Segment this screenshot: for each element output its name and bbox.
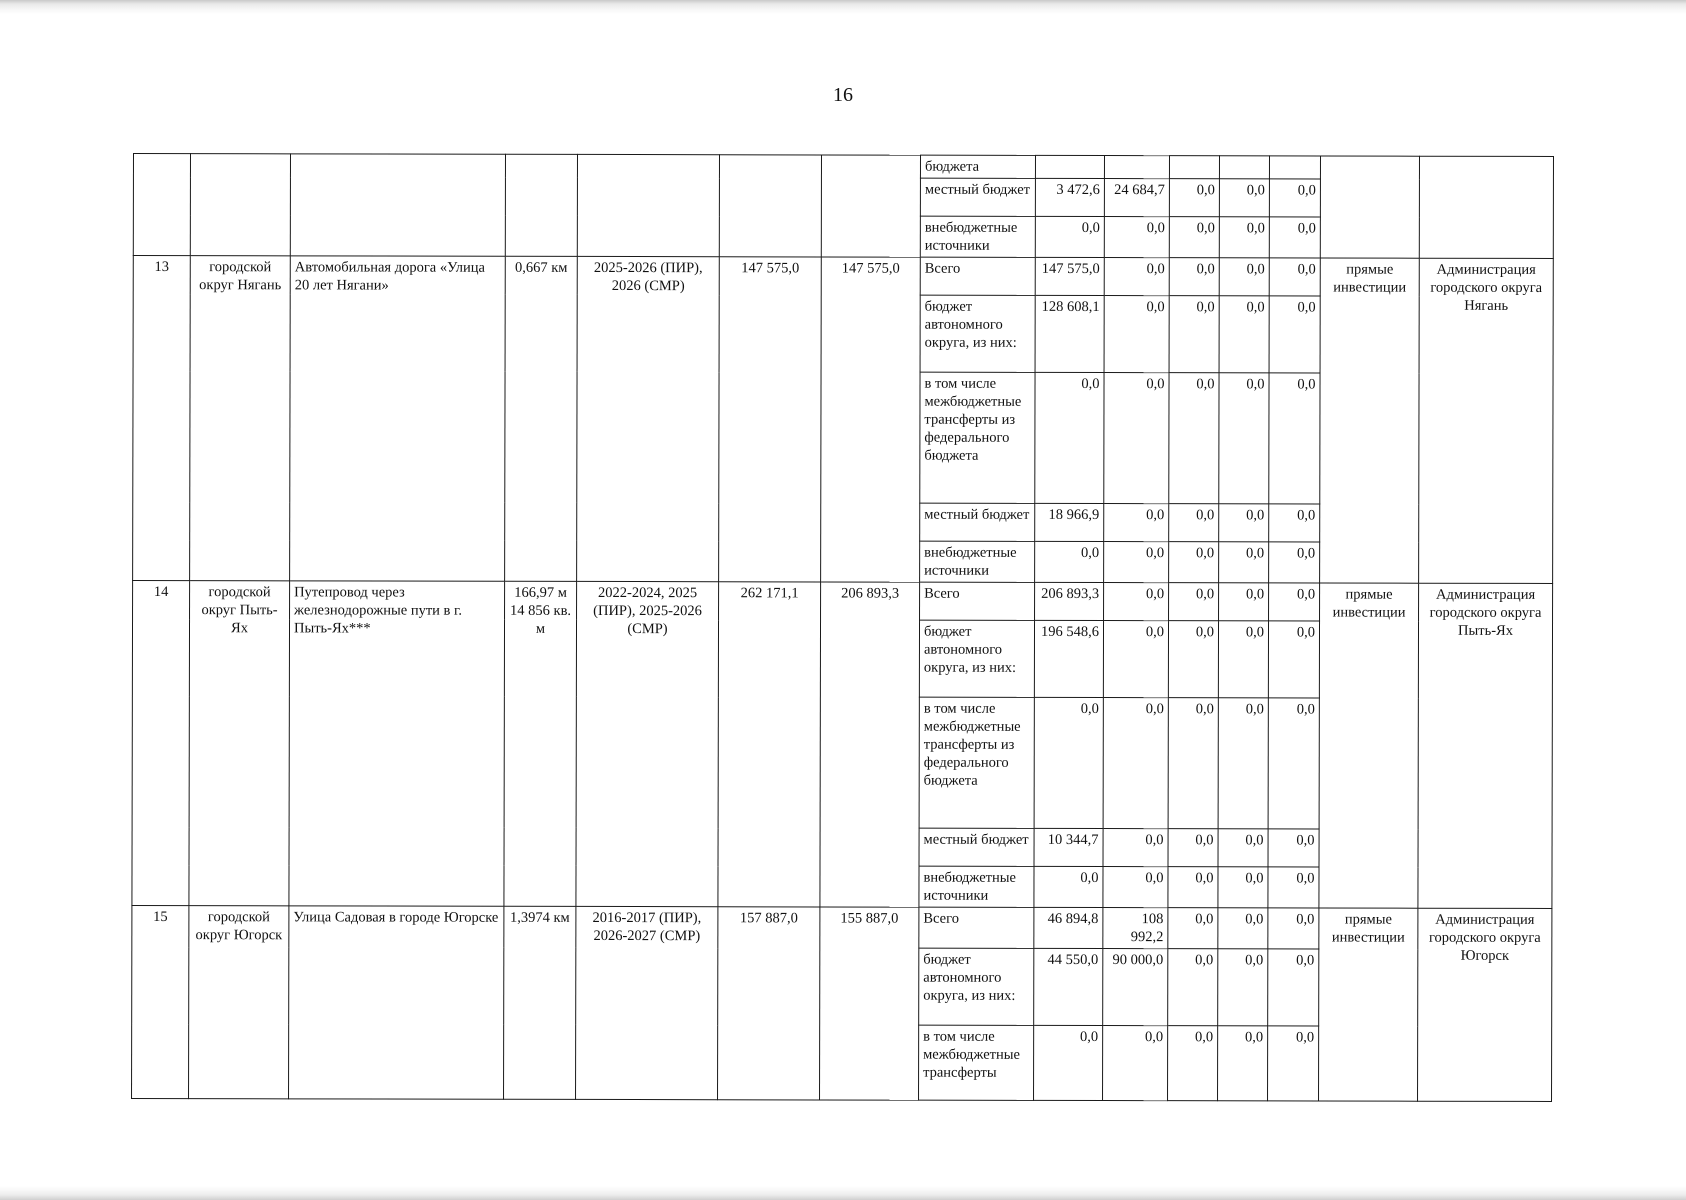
cell-value: 0,0 [1219,217,1269,258]
cell-value: 108 992,2 [1103,908,1168,949]
cell-value: 0,0 [1169,504,1219,542]
cell-value: 0,0 [1168,867,1218,908]
cell-object [290,154,505,256]
cell-value: 0,0 [1103,1026,1168,1101]
cell-value: 0,0 [1169,542,1219,583]
cell-source: в том числе межбюджетные трансферты из федерального бюджета [920,372,1035,503]
cell-period [577,154,719,256]
cell-value: 0,0 [1035,216,1104,257]
cell-value: 24 684,7 [1104,179,1169,217]
cell-value: 0,0 [1168,949,1218,1026]
cell-value [1035,155,1104,178]
cell-value: 0,0 [1268,621,1319,698]
cell-capacity: 0,667 км [505,256,578,581]
cell-value: 0,0 [1104,296,1169,373]
cell-source: бюджет автономного округа, из них: [920,295,1035,372]
cell-value: 0,0 [1169,583,1219,621]
cell-source: бюджет автономного округа, из них: [919,620,1034,697]
cell-territory: городской округ Пыть-Ях [189,581,290,906]
cell-value: 206 893,3 [1035,582,1104,620]
cell-source: в том числе межбюджетные трансферты [919,1025,1034,1100]
cell-value: 0,0 [1218,867,1268,908]
cell-form: прямые инвестиции [1320,258,1420,583]
cell-source: внебюджетные источники [920,541,1035,582]
cell-value: 0,0 [1168,908,1218,949]
cell-object: Путепровод через железнодорожные пути в г. Пыть-Ях*** [289,581,505,906]
cell-value: 0,0 [1269,258,1320,296]
cell-remaining [821,155,920,257]
cell-value: 0,0 [1168,829,1218,867]
cell-value: 90 000,0 [1103,949,1168,1026]
cell-value: 0,0 [1218,949,1268,1026]
cell-value: 196 548,6 [1034,620,1103,697]
cell-source: местный бюджет [919,828,1034,866]
cell-value: 0,0 [1103,867,1168,908]
cell-value: 0,0 [1219,296,1269,373]
cell-value: 0,0 [1169,217,1219,258]
cell-value: 0,0 [1218,908,1268,949]
table-row [133,581,1553,622]
cell-cost: 157 887,0 [718,907,820,1100]
cell-value: 0,0 [1269,373,1320,504]
cell-value: 0,0 [1169,373,1219,504]
cell-territory: городской округ Нягань [190,256,291,581]
cell-value: 0,0 [1169,258,1219,296]
cell-form [1320,156,1419,258]
cell-cost: 262 171,1 [718,582,821,907]
cell-capacity: 1,3974 км [504,906,576,1099]
budget-table [131,153,1554,1102]
cell-value: 3 472,6 [1035,178,1104,216]
cell-value [1269,156,1320,179]
cell-value: 0,0 [1035,541,1104,582]
cell-value: 0,0 [1218,1026,1268,1101]
cell-value: 0,0 [1168,621,1218,698]
cell-source: Всего [920,582,1035,620]
cell-period: 2025-2026 (ПИР), 2026 (СМР) [577,256,720,581]
cell-value: 0,0 [1034,697,1103,828]
cell-value: 0,0 [1268,867,1319,908]
cell-value: 0,0 [1168,1026,1218,1101]
cell-value: 0,0 [1269,542,1320,583]
cell-territory: городской округ Югорск [189,906,289,1099]
cell-value: 0,0 [1269,179,1320,217]
cell-source: бюджет автономного округа, из них: [919,948,1034,1025]
scan-edge-top [0,0,1686,14]
cell-cost: 147 575,0 [719,257,822,582]
cell-value: 0,0 [1104,504,1169,542]
cell-value: 0,0 [1168,698,1218,829]
cell-source: Всего [919,907,1034,948]
cell-value: 0,0 [1104,583,1169,621]
cell-value: 0,0 [1219,373,1269,504]
cell-source: местный бюджет [920,503,1035,541]
cell-value: 0,0 [1268,949,1319,1026]
cell-value: 0,0 [1268,829,1319,867]
cell-value: 0,0 [1268,1026,1319,1101]
table-row [133,256,1553,297]
cell-source: внебюджетные источники [920,216,1035,257]
cell-num: 14 [132,581,190,906]
cell-source: бюджета [920,155,1035,178]
cell-value: 0,0 [1269,583,1320,621]
cell-value [1104,156,1169,179]
cell-value: 0,0 [1269,504,1320,542]
cell-source: внебюджетные источники [919,866,1034,907]
cell-value: 10 344,7 [1034,828,1103,866]
cell-num [133,154,190,256]
cell-capacity [505,154,577,256]
cell-value: 0,0 [1219,504,1269,542]
cell-value: 0,0 [1218,829,1268,867]
cell-form: прямые инвестиции [1319,583,1419,908]
cell-customer: Администрация городского округа Пыть-Ях [1418,583,1553,908]
cell-value: 147 575,0 [1035,257,1104,295]
cell-value: 0,0 [1103,698,1168,829]
cell-value: 0,0 [1219,542,1269,583]
cell-period: 2016-2017 (ПИР), 2026-2027 (СМР) [576,906,718,1099]
cell-value: 0,0 [1219,179,1269,217]
cell-value: 0,0 [1169,179,1219,217]
cell-source: местный бюджет [920,178,1035,216]
cell-num: 13 [133,256,191,581]
cell-value: 0,0 [1218,698,1268,829]
cell-num: 15 [132,905,189,1098]
cell-value: 0,0 [1104,258,1169,296]
table-row [132,905,1552,949]
cell-value: 46 894,8 [1034,907,1103,948]
cell-value: 0,0 [1104,217,1169,258]
cell-value: 0,0 [1218,621,1268,698]
cell-remaining: 206 893,3 [820,582,920,907]
cell-period: 2022-2024, 2025 (ПИР), 2025-2026 (СМР) [576,581,719,906]
cell-cost [719,155,821,257]
cell-value: 0,0 [1268,698,1319,829]
cell-value [1169,156,1219,179]
table-row [133,154,1553,180]
cell-capacity: 166,97 м 14 856 кв. м [504,581,577,906]
cell-value: 0,0 [1104,542,1169,583]
scan-edge-bottom [0,1186,1686,1200]
cell-value: 0,0 [1269,217,1320,258]
cell-value: 0,0 [1103,621,1168,698]
cell-value: 0,0 [1034,866,1103,907]
cell-value [1219,156,1269,179]
cell-object: Улица Садовая в городе Югорске [289,906,504,1099]
cell-remaining: 155 887,0 [820,907,919,1100]
cell-territory [190,154,290,256]
cell-value: 44 550,0 [1034,948,1103,1025]
cell-value: 0,0 [1103,829,1168,867]
cell-source: Всего [920,257,1035,295]
cell-form: прямые инвестиции [1319,908,1418,1101]
cell-object: Автомобильная дорога «Улица 20 лет Нягани» [290,256,506,581]
cell-value: 0,0 [1219,258,1269,296]
cell-value: 0,0 [1219,583,1269,621]
cell-remaining: 147 575,0 [821,257,921,582]
cell-value: 0,0 [1268,908,1319,949]
cell-source: в том числе межбюджетные трансферты из федерального бюджета [919,697,1034,828]
cell-value: 128 608,1 [1035,295,1104,372]
cell-value: 0,0 [1104,373,1169,504]
cell-value: 0,0 [1035,372,1104,503]
cell-value: 0,0 [1169,296,1219,373]
cell-value: 18 966,9 [1035,503,1104,541]
cell-customer: Администрация городского округа Нягань [1419,258,1554,583]
cell-customer [1419,156,1553,258]
page-number: 16 [833,84,853,106]
cell-value: 0,0 [1269,296,1320,373]
cell-customer: Администрация городского округа Югорск [1418,908,1552,1101]
cell-value: 0,0 [1034,1025,1103,1100]
